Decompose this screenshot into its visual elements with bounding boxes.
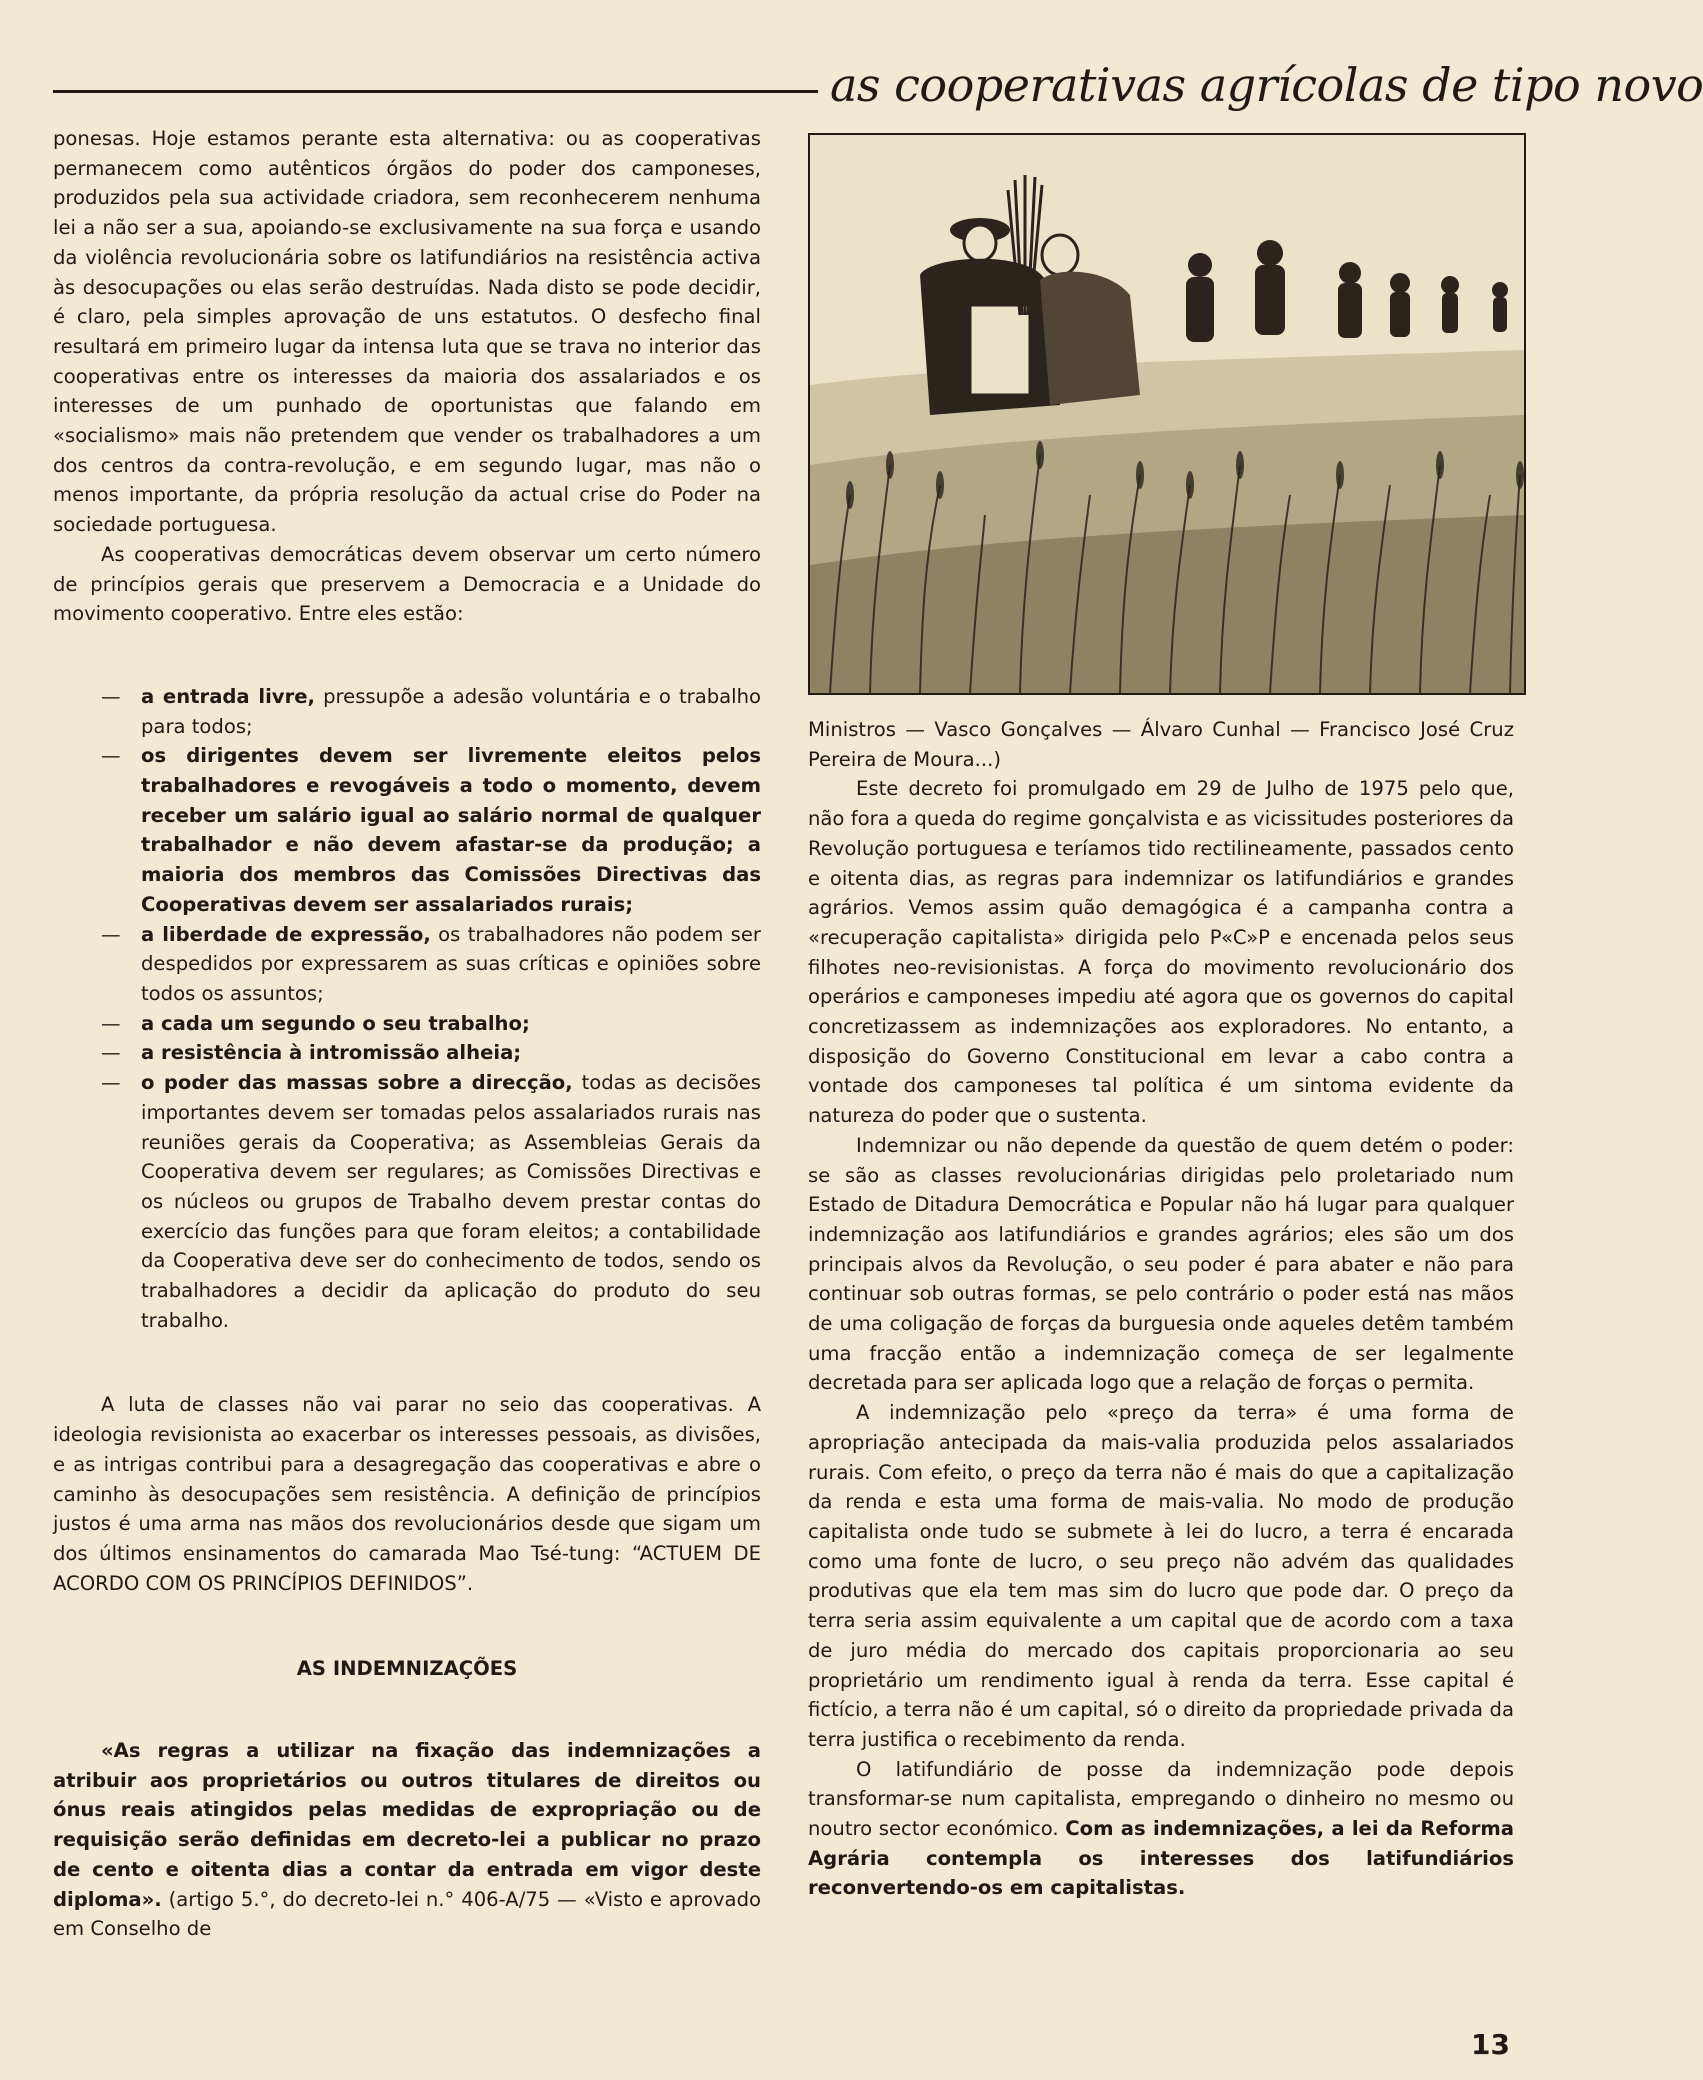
- list-dash: —: [101, 684, 121, 708]
- list-item: — a liberdade de expressão, os trabalhadores não podem ser despedidos por expressarem as suas críticas e opiniões sobre todos os assuntos;: [101, 920, 761, 1009]
- paragraph: Ministros — Vasco Gonçalves — Álvaro Cunhal — Francisco José Cruz Pereira de Moura...): [808, 718, 1514, 771]
- page-header-title: as cooperativas agrícolas de tipo novo: [830, 58, 1703, 112]
- paragraph: ponesas. Hoje estamos perante esta alternativa: ou as cooperativas permanecem como autênticos órgãos do poder dos camponeses, produzidos pela sua actividade criadora, sem reconhecerem nenhuma lei a não ser a sua, apoiando-se exclusivamente na sua força e usando da violência revolucionária sobre os latifundiários na resistência activa às desocupações ou elas serão destruídas. Nada disto se pode decidir, é claro, pela simples aprovação de uns estatutos. O desfecho final resultará em primeiro lugar da intensa luta que se trava no interior das cooperativas entre os interesses da maioria dos assalariados e os interesses de um punhado de oportunistas que falando em «socialismo» mais não pretendem que vender os trabalhadores a um dos centros da contra-revolução, e em segundo lugar, mas não o menos importante, da própria resolução da actual crise do Poder na sociedade portuguesa.: [53, 127, 761, 537]
- paragraph: A indemnização pelo «preço da terra» é uma forma de apropriação antecipada da mais-valia produzida pelos assalariados rurais. Com efeito, o preço da terra não é mais do que a capitalização da renda e esta uma forma de mais-valia. No modo de produção capitalista onde tudo se submete à lei do lucro, a terra é encarada como uma fonte de lucro, o seu preço não advém das qualidades produtivas que ela tem mas sim do lucro que pode dar. O preço da terra seria assim equivalente a um capital que de acordo com a taxa de juro média do mercado dos capitais proporcionaria ao seu proprietário um rendimento igual à renda da terra. Esse capital é fictício, a terra não é um capital, só o direito da propriedade privada da terra justifica o recebimento da renda.: [808, 1401, 1514, 1751]
- list-item: — a resistência à intromissão alheia;: [101, 1038, 761, 1068]
- list-dash: —: [101, 922, 121, 946]
- list-item: — o poder das massas sobre a direcção, todas as decisões importantes devem ser tomadas pelos assalariados rurais nas reuniões gerais da Cooperativa; as Assembleias Gerais da Cooperativa devem ser regulares; as Comissões Directivas e os núcleos ou grupos de Trabalho devem prestar contas do exercício das funções para que foram eleitos; a contabilidade da Cooperativa deve ser do conhecimento de todos, sendo os trabalhadores a decidir da aplicação do produto do seu trabalho.: [101, 1068, 761, 1335]
- paragraph: As cooperativas democráticas devem observar um certo número de princípios gerais que preservem a Democracia e a Unidade do movimento cooperativo. Entre eles estão:: [53, 542, 761, 626]
- list-dash: —: [101, 1041, 121, 1065]
- list-dash: —: [101, 744, 121, 768]
- right-column: [808, 715, 1514, 1903]
- paragraph: A luta de classes não vai parar no seio das cooperativas. A ideologia revisionista ao exacerbar os interesses pessoais, as divisões, e as intrigas contribui para a desagregação das cooperativas e abre o caminho às desocupações sem resistência. A definição de princípios justos é uma arma nas mãos dos revolucionários desde que sigam um dos últimos ensinamentos do camarada Mao Tsé-tung: “ACTUEM DE ACORDO COM OS PRINCÍPIOS DEFINIDOS”.: [53, 1393, 761, 1595]
- list-item: — os dirigentes devem ser livremente eleitos pelos trabalhadores e revogáveis a todo o momento, devem receber um salário igual ao salário normal de qualquer trabalhador e não devem afastar-se da produção; a maioria dos membros das Comissões Directivas das Cooperativas devem ser assalariados rurais;: [101, 741, 761, 919]
- paragraph: Este decreto foi promulgado em 29 de Julho de 1975 pelo que, não fora a queda do regime gonçalvista e as vicissitudes posteriores da Revolução portuguesa e teríamos tido rectilineamente, passados cento e oitenta dias, as regras para indemnizar os latifundiários e grandes agrários. Vemos assim quão demagógica é a campanha contra a «recuperação capitalista» dirigida pelo P«C»P e encenada pelos seus filhotes neo-revisionistas. A força do movimento revolucionário dos operários e camponeses impediu até agora que os governos do capital concretizassem as indemnizações aos exploradores. No entanto, a disposição do Governo Constitucional em levar a cabo contra a vontade dos camponeses tal política é um sintoma evidente da natureza do poder que o sustenta.: [808, 777, 1514, 1128]
- harvest-illustration: [808, 133, 1526, 695]
- page-number: 13: [1471, 2028, 1510, 2061]
- list-item: — a entrada livre, pressupõe a adesão voluntária e o trabalho para todos;: [101, 682, 761, 741]
- paragraph: Indemnizar ou não depende da questão de quem detém o poder: se são as classes revolucionárias dirigidas pelo proletariado num Estado de Ditadura Democrática e Popular não há lugar para qualquer indemnização aos latifundiários e grandes agrários; eles são um dos principais alvos da Revolução, o seu poder é para abater e não para continuar sob outras formas, se pelo contrário o poder está nas mãos de uma coligação de forças da burguesia onde aqueles detêm também uma fracção então a indemnização começa de ser legalmente decretada para ser aplicada logo que a relação de forças o permita.: [808, 1133, 1514, 1395]
- header-rule: [53, 90, 818, 93]
- list-dash: —: [101, 1071, 121, 1095]
- list-item: — a cada um segundo o seu trabalho;: [101, 1009, 761, 1039]
- decree-quote: «As regras a utilizar na fixação das indemnizações a atribuir aos proprietários ou outros titulares de direitos ou ónus reais atingidos pelas medidas de expropriação ou de requisição serão definidas em decreto-lei a publicar no prazo de cento e oitenta dias a contar da entrada em vigor deste diploma». (artigo 5.°, do decreto-lei n.° 406-A/75 — «Visto e aprovado em Conselho de: [53, 1739, 761, 1941]
- principles-list: [53, 682, 761, 1335]
- left-column: [53, 124, 761, 1944]
- list-dash: —: [101, 1011, 121, 1035]
- section-heading: AS INDEMNIZAÇÕES: [296, 1657, 518, 1681]
- paragraph: O latifundiário de posse da indemnização pode depois transformar-se num capitalista, empregando o dinheiro no mesmo ou noutro sector económico. Com as indemnizações, a lei da Reforma Agrária contempla os interesses dos latifundiários reconvertendo-os em capitalistas.: [808, 1757, 1514, 1900]
